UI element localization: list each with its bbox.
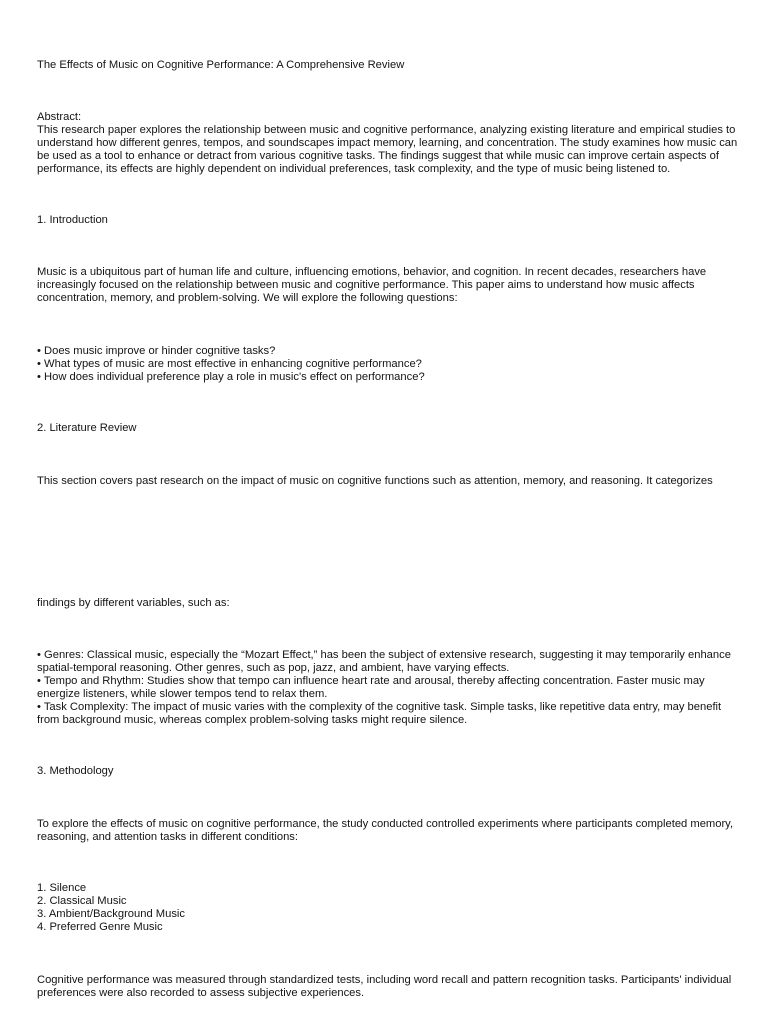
literature-paragraph-part2 (37, 597, 737, 610)
literature-bullets (37, 649, 737, 726)
list-item: • What types of music are most effective in enhancing cognitive performance? (37, 357, 422, 370)
abstract-block (37, 111, 737, 176)
paper-title (37, 59, 737, 72)
list-item: • Does music improve or hinder cognitive tasks? (37, 345, 276, 357)
section-heading-text: 2. Literature Review (37, 422, 137, 434)
list-item: 3. Ambient/Background Music (37, 907, 185, 920)
questions-list (37, 345, 737, 384)
list-item: from background music, whereas complex problem-solving tasks might require silence. (37, 713, 468, 726)
list-item: 1. Silence (37, 882, 87, 894)
paragraph-line: reasoning, and attention tasks in different conditions: (37, 830, 299, 843)
paragraph-line: concentration, memory, and problem-solving. We will explore the following questions: (37, 291, 458, 304)
literature-paragraph-part1 (37, 475, 737, 488)
list-item: • How does individual preference play a role in music's effect on performance? (37, 370, 425, 383)
abstract-label: Abstract: (37, 111, 82, 123)
list-item: 4. Preferred Genre Music (37, 920, 163, 933)
list-item: • Genres: Classical music, especially the “Mozart Effect,” has been the subject of extensive research, suggesting it may temporarily enhance (37, 649, 731, 661)
paragraph-line: preferences were also recorded to assess subjective experiences. (37, 986, 365, 999)
list-item: • Task Complexity: The impact of music varies with the complexity of the cognitive task. Simple tasks, like repetitive data entry, may benefit (37, 700, 722, 713)
list-item: energize listeners, while slower tempos tend to relax them. (37, 687, 328, 700)
section-heading-methodology (37, 765, 737, 778)
section-heading-text: 1. Introduction (37, 214, 108, 226)
abstract-line: be used as a tool to enhance or detract from various cognitive tasks. The findings suggest that while music can improve certain aspects of (37, 149, 719, 162)
list-item: 2. Classical Music (37, 894, 127, 907)
introduction-paragraph (37, 266, 737, 305)
abstract-line: understand how different genres, tempos, and soundscapes impact memory, learning, and concentration. The study examines how music can (37, 136, 738, 149)
paragraph-line: To explore the effects of music on cognitive performance, the study conducted controlled experiments where participants completed memory, (37, 818, 734, 830)
abstract-line: performance, its effects are highly dependent on individual preferences, task complexity, and the type of music being listened to. (37, 162, 671, 175)
list-item: spatial-temporal reasoning. Other genres, such as pop, jazz, and ambient, have varying effects. (37, 661, 510, 674)
paragraph-line: increasingly focused on the relationship between music and cognitive performance. This paper aims to understand how music affects (37, 278, 695, 291)
paragraph-line: findings by different variables, such as: (37, 597, 230, 609)
paragraph-line: Cognitive performance was measured through standardized tests, including word recall and pattern recognition tasks. Participants' individual (37, 974, 732, 986)
section-heading-literature-review (37, 422, 737, 435)
methodology-paragraph (37, 818, 737, 844)
conditions-list (37, 882, 737, 934)
measurement-paragraph (37, 974, 737, 1000)
section-heading-introduction (37, 214, 737, 227)
list-item: • Tempo and Rhythm: Studies show that tempo can influence heart rate and arousal, thereby affecting concentration. Faster music may (37, 674, 705, 687)
paragraph-line: Music is a ubiquitous part of human life and culture, influencing emotions, behavior, and cognition. In recent decades, researchers have (37, 266, 707, 278)
section-heading-text: 3. Methodology (37, 765, 114, 777)
paragraph-line: This section covers past research on the impact of music on cognitive functions such as attention, memory, and reasoning. It categorizes (37, 475, 713, 487)
abstract-line: This research paper explores the relationship between music and cognitive performance, analyzing existing literature and empirical studies to (37, 123, 736, 136)
paper-title-text: The Effects of Music on Cognitive Performance: A Comprehensive Review (37, 59, 405, 71)
